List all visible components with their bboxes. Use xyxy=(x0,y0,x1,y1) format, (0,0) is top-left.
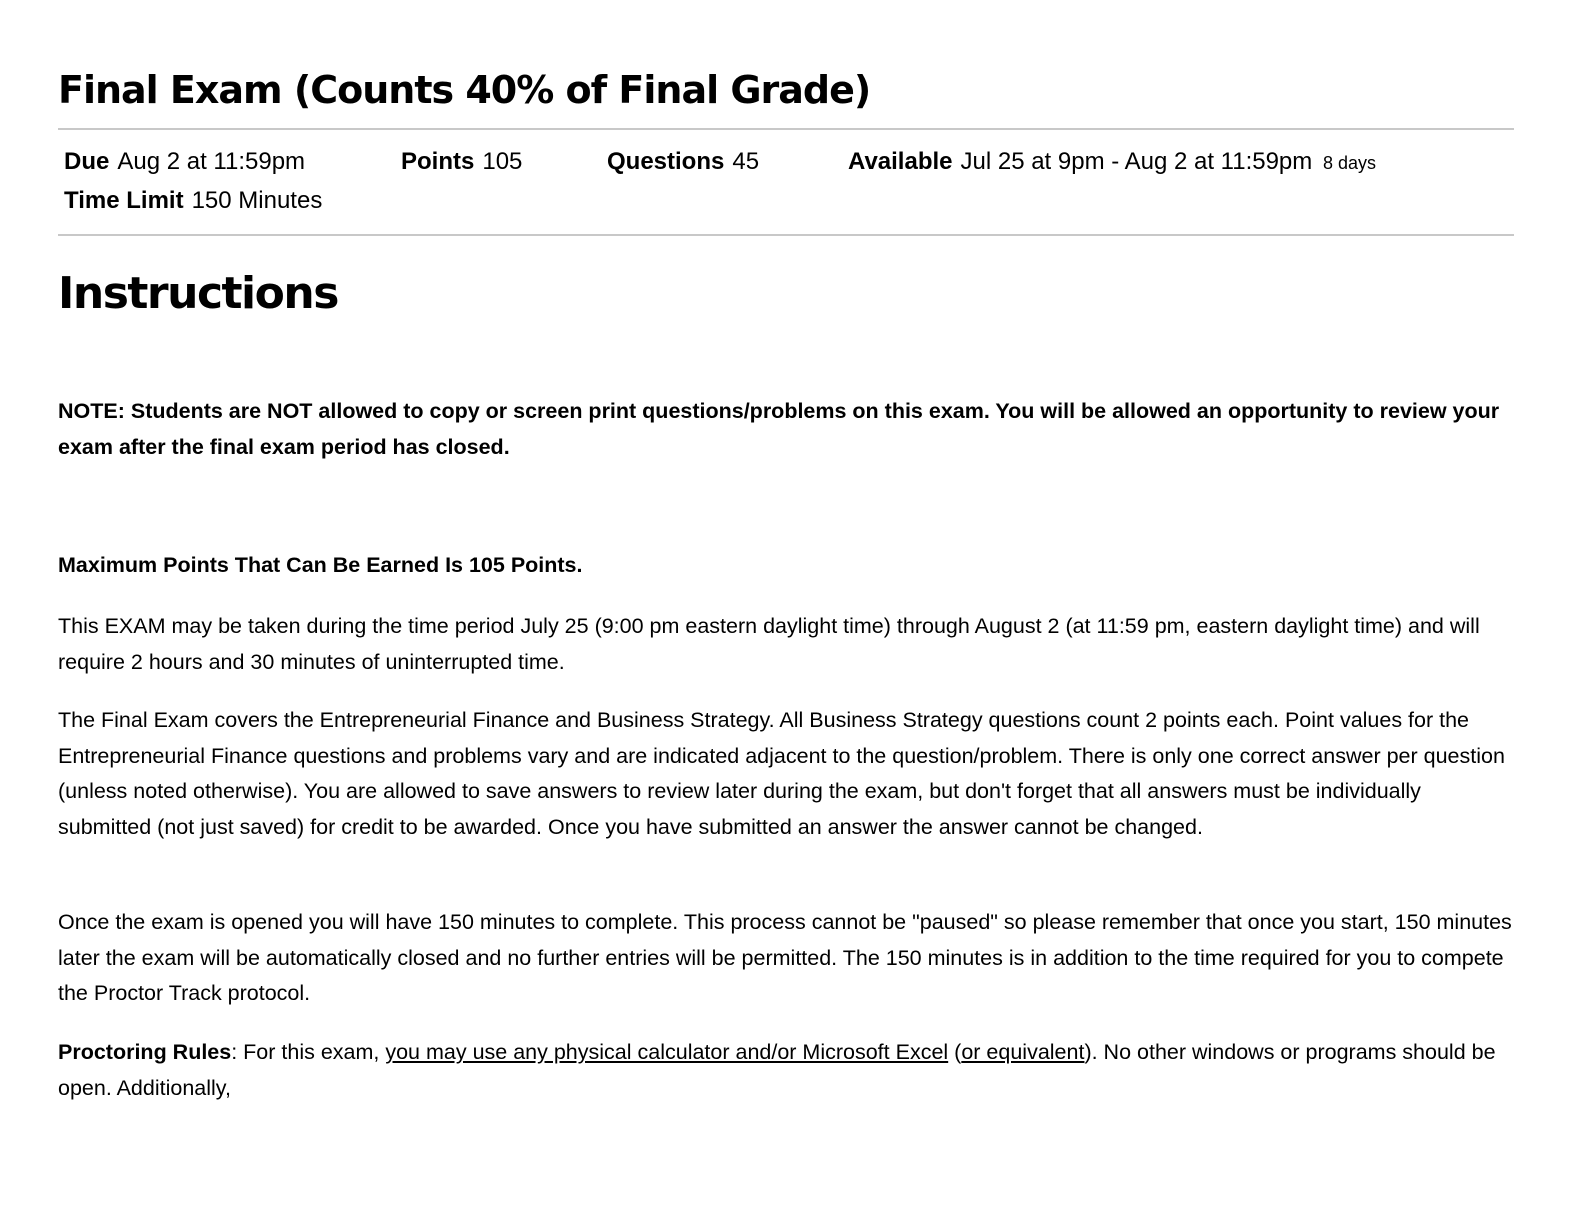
proctoring-rules-label: Proctoring Rules xyxy=(58,1040,232,1064)
time-limit-paragraph: Once the exam is opened you will have 150 minutes to complete. This process cannot be "paused" so please remember that once you start, 150 minutes later the exam will be automatically closed and no further entries will be permitted. The 150 minutes is in addition to the time required for you to compete the Proctor Track protocol. xyxy=(58,910,1512,1005)
points-value: 105 xyxy=(482,148,523,175)
available-label: Available xyxy=(848,148,953,175)
max-points-paragraph: Maximum Points That Can Be Earned Is 105 Points. xyxy=(58,553,583,577)
points-info xyxy=(401,147,522,177)
due-info xyxy=(64,147,305,177)
time-limit-label: Time Limit xyxy=(64,187,184,214)
note-paragraph: NOTE: Students are NOT allowed to copy or screen print questions/problems on this exam. You will be allowed an opportunity to review your exam after the final exam period has closed. xyxy=(58,399,1500,459)
available-duration: 8 days xyxy=(1322,153,1376,173)
points-label: Points xyxy=(401,148,475,175)
due-label: Due xyxy=(64,148,110,175)
proctoring-equivalent-note: or equivalent xyxy=(961,1040,1085,1064)
questions-value: 45 xyxy=(732,148,760,175)
available-info xyxy=(848,147,1376,178)
questions-info xyxy=(607,147,759,177)
proctoring-text-2: ( xyxy=(948,1040,962,1064)
exam-coverage-paragraph: The Final Exam covers the Entrepreneurial Finance and Business Strategy. All Business Strategy questions count 2 points each. Point values for the Entrepreneurial Finance questions and problems vary and are indicated adjacent to the question/problem. There is only one correct answer per question (unless noted otherwise). You are allowed to save answers to review later during the exam, but don't forget that all answers must be individually submitted (not just saved) for credit to be awarded. Once you have submitted an answer the answer cannot be changed. xyxy=(58,708,1505,839)
header-divider-bottom xyxy=(58,234,1514,236)
proctoring-text-1: : For this exam, xyxy=(231,1040,386,1064)
proctoring-rules-paragraph xyxy=(58,1035,1514,1106)
available-value: Jul 25 at 9pm - Aug 2 at 11:59pm xyxy=(960,148,1313,175)
instructions-heading: Instructions xyxy=(58,268,338,319)
exam-period-paragraph: This EXAM may be taken during the time period July 25 (9:00 pm eastern daylight time) through August 2 (at 11:59 pm, eastern daylight time) and will require 2 hours and 30 minutes of uninterrupted time. xyxy=(58,614,1480,674)
time-limit-info xyxy=(64,186,322,216)
due-value: Aug 2 at 11:59pm xyxy=(117,148,306,175)
time-limit-value: 150 Minutes xyxy=(191,187,323,214)
proctoring-calculator-rule: you may use any physical calculator and/or Microsoft Excel xyxy=(385,1040,949,1064)
questions-label: Questions xyxy=(607,148,725,175)
page-title: Final Exam (Counts 40% of Final Grade) xyxy=(58,68,871,112)
proctoring-text-3: ). No other windows or programs should be open. Additionally, xyxy=(58,1040,1496,1100)
header-divider-top xyxy=(58,128,1514,130)
